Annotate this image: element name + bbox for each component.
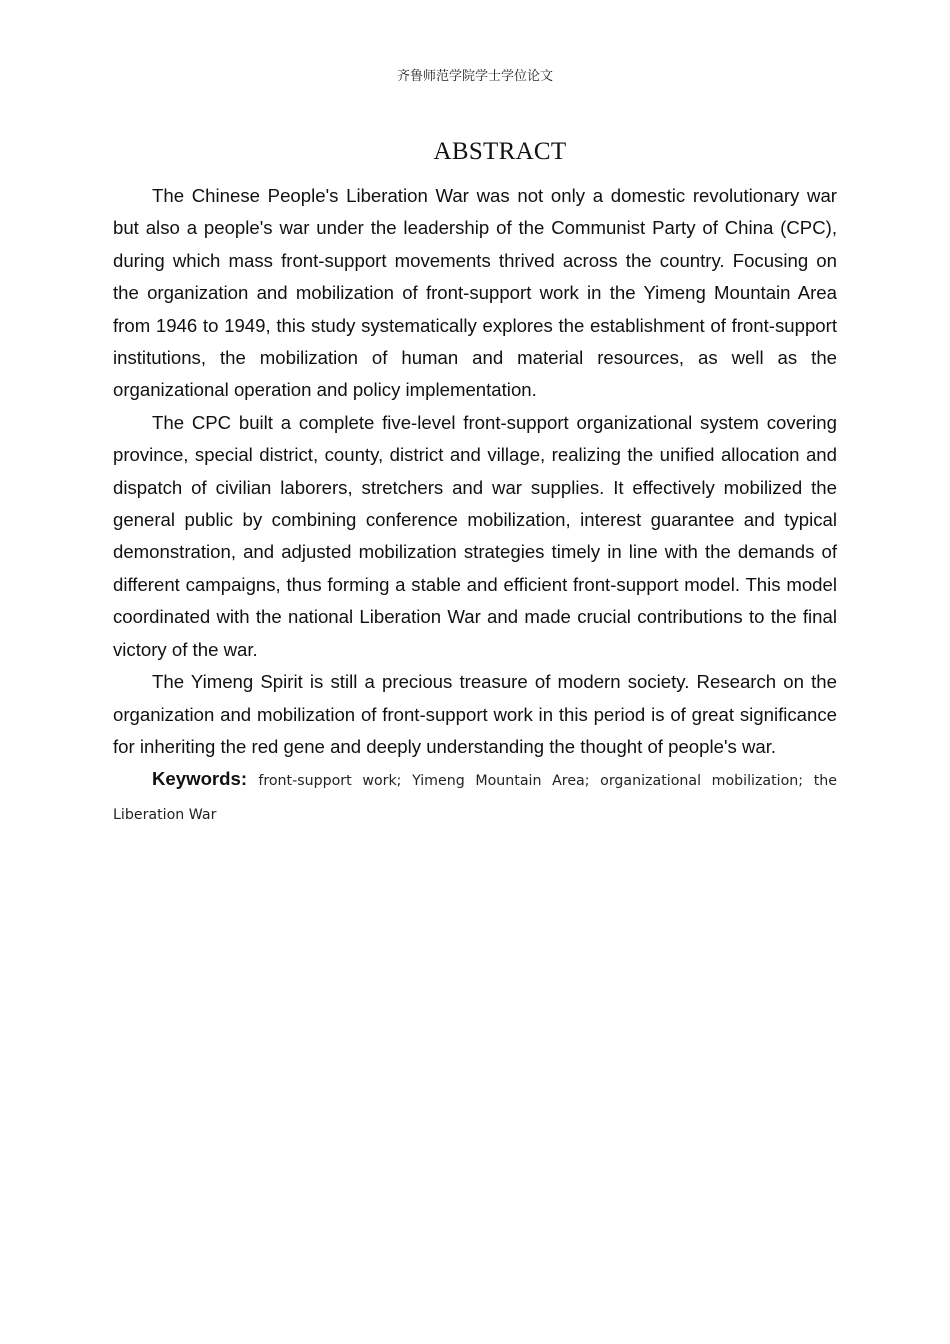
keywords-text: front-support work; Yimeng Mountain Area; organizational mobilization; the Liberation War	[113, 773, 837, 824]
abstract-paragraph-3: The Yimeng Spirit is still a precious treasure of modern society. Research on the organization and mobilization of front-support work in this period is of great significance for inheriting the red gene and deeply understanding the thought of people's war.	[113, 671, 837, 757]
abstract-body	[113, 180, 837, 831]
keywords-label: Keywords:	[152, 768, 248, 790]
abstract-title: ABSTRACT	[433, 138, 567, 165]
abstract-paragraph-2: The CPC built a complete five-level front-support organizational system covering province, special district, county, district and village, realizing the unified allocation and dispatch of civilian laborers, stretchers and war supplies. It effectively mobilized the general public by combining conference mobilization, interest guarantee and typical demonstration, and adjusted mobilization strategies timely in line with the demands of different campaigns, thus forming a stable and efficient front-support model. This model coordinated with the national Liberation War and made crucial contributions to the final victory of the war.	[113, 411, 837, 660]
keywords-line	[113, 763, 837, 831]
abstract-paragraph-1: The Chinese People's Liberation War was not only a domestic revolutionary war but also a people's war under the leadership of the Communist Party of China (CPC), during which mass front-support movements thrived across the country. Focusing on the organization and mobilization of front-support work in the Yimeng Mountain Area from 1946 to 1949, this study systematically explores the establishment of front-support institutions, the mobilization of human and material resources, as well as the organizational operation and policy implementation.	[113, 185, 837, 401]
running-header: 齐鲁师范学院学士学位论文	[396, 69, 553, 84]
